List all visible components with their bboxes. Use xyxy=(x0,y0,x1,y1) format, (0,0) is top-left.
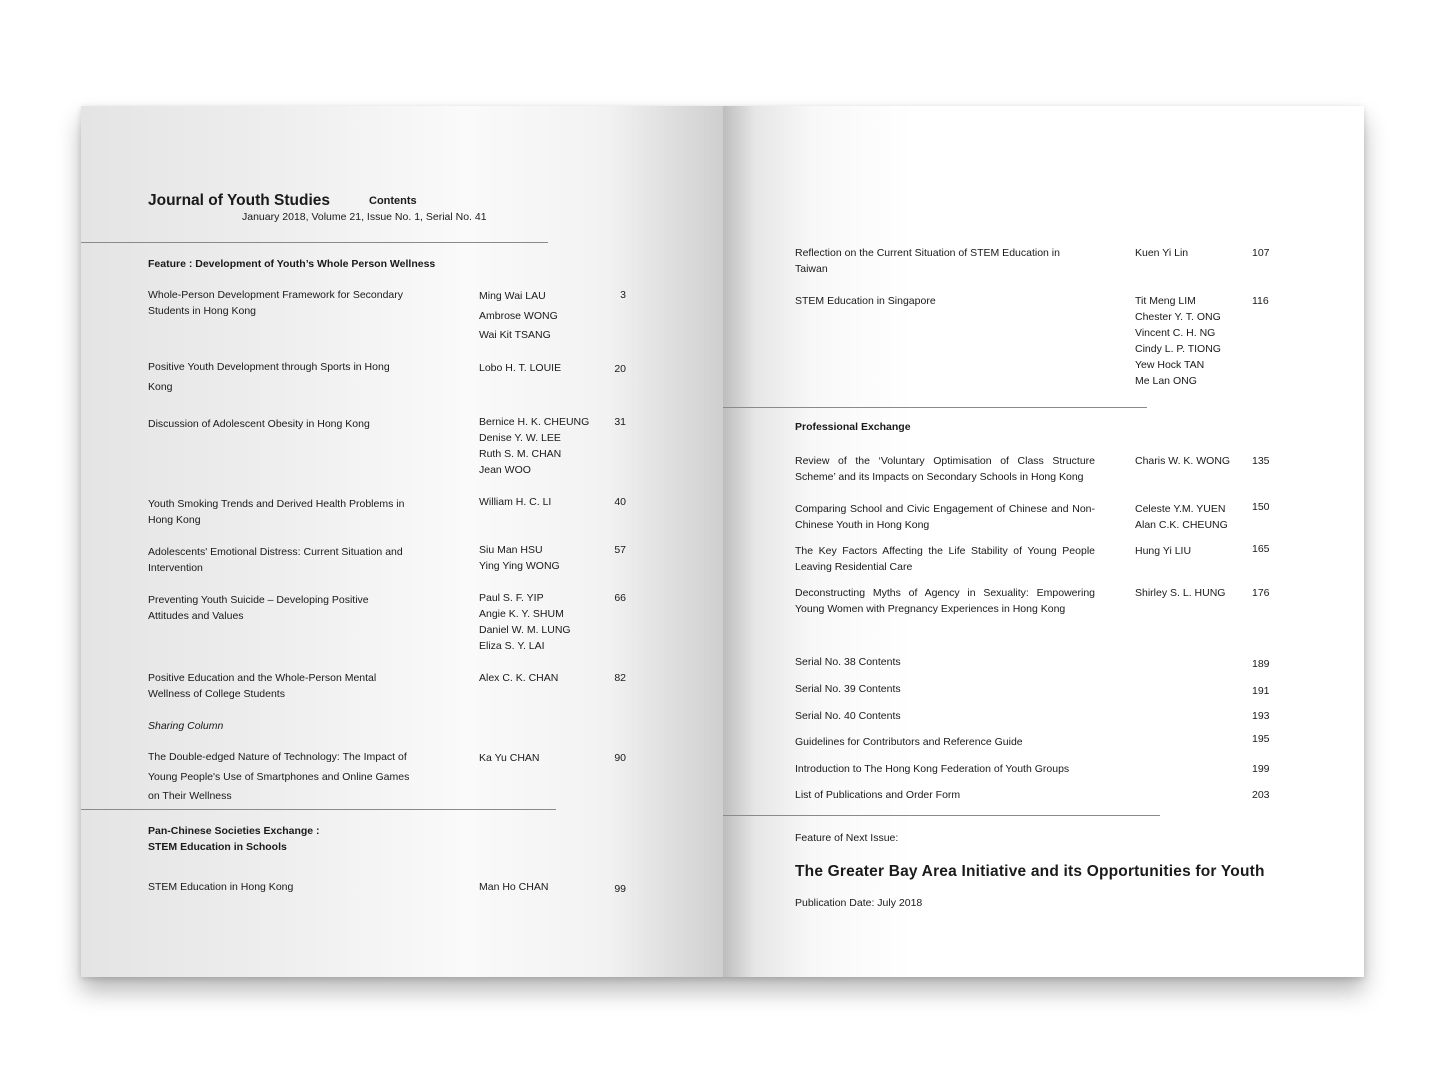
article-authors: Hung Yi LIU xyxy=(1135,545,1192,557)
article-title: The Key Factors Affecting the Life Stability of Young People Leaving Residential Care xyxy=(795,545,1095,573)
article-authors: Man Ho CHAN xyxy=(479,881,549,893)
article-page: 116 xyxy=(1252,295,1269,307)
article-authors: Bernice H. K. CHEUNG Denise Y. W. LEE Ruth S. M. CHAN Jean WOO xyxy=(479,416,590,476)
article-title: Comparing School and Civic Engagement of Chinese and Non-Chinese Youth in Hong Kong xyxy=(795,503,1095,531)
journal-title: Journal of Youth Studies xyxy=(148,192,330,209)
article-page: 3 xyxy=(620,289,626,301)
next-issue-title: The Greater Bay Area Initiative and its Opportunities for Youth xyxy=(795,863,1265,880)
section-feature: Feature : Development of Youth’s Whole Person Wellness xyxy=(148,258,436,270)
article-page: 31 xyxy=(614,416,626,428)
divider xyxy=(81,242,548,243)
article-title: Discussion of Adolescent Obesity in Hong Kong xyxy=(148,418,370,430)
article-authors: Kuen Yi Lin xyxy=(1135,247,1189,259)
misc-item-page: 191 xyxy=(1252,685,1270,697)
article-page: 82 xyxy=(614,672,626,684)
article-title: Reflection on the Current Situation of STEM Education in Taiwan xyxy=(795,247,1060,275)
misc-item-page: 193 xyxy=(1252,710,1270,722)
article-authors: Ming Wai LAU Ambrose WONG Wai Kit TSANG xyxy=(479,290,558,341)
divider xyxy=(81,809,556,810)
article-title: Positive Youth Development through Sports in Hong Kong xyxy=(148,361,390,393)
article-title: Positive Education and the Whole-Person Mental Wellness of College Students xyxy=(148,672,377,700)
article-page: 165 xyxy=(1252,543,1270,555)
section-professional: Professional Exchange xyxy=(795,421,911,433)
misc-item-label: List of Publications and Order Form xyxy=(795,789,961,801)
article-title: Deconstructing Myths of Agency in Sexuality: Empowering Young Women with Pregnancy Experiences in Hong Kong xyxy=(795,587,1095,615)
misc-item-page: 199 xyxy=(1252,763,1270,775)
article-title: Review of the ‘Voluntary Optimisation of Class Structure Scheme’ and its Impacts on Secondary Schools in Hong Kong xyxy=(795,455,1095,483)
section-pan-chinese-1: Pan-Chinese Societies Exchange : xyxy=(148,825,320,837)
section-sharing: Sharing Column xyxy=(148,720,224,732)
article-authors: Lobo H. T. LOUIE xyxy=(479,362,562,374)
left-page xyxy=(81,106,723,977)
article-authors: Celeste Y.M. YUEN Alan C.K. CHEUNG xyxy=(1135,503,1228,531)
contents-label: Contents xyxy=(369,195,417,207)
article-page: 57 xyxy=(614,544,626,556)
divider xyxy=(723,815,1160,816)
article-authors: Tit Meng LIM Chester Y. T. ONG Vincent C. H. NG Cindy L. P. TIONG Yew Hock TAN Me Lan ONG xyxy=(1135,295,1221,387)
article-page: 66 xyxy=(614,592,626,604)
misc-item-page: 195 xyxy=(1252,733,1270,745)
misc-item-label: Serial No. 40 Contents xyxy=(795,710,901,722)
article-authors: Siu Man HSU Ying Ying WONG xyxy=(479,544,560,572)
next-issue-label: Feature of Next Issue: xyxy=(795,832,899,844)
divider xyxy=(723,407,1147,408)
next-issue-date: Publication Date: July 2018 xyxy=(795,897,923,909)
article-page: 99 xyxy=(614,883,626,895)
article-page: 176 xyxy=(1252,587,1270,599)
issue-info: January 2018, Volume 21, Issue No. 1, Serial No. 41 xyxy=(242,211,487,223)
misc-item-label: Introduction to The Hong Kong Federation of Youth Groups xyxy=(795,763,1070,775)
article-authors: Paul S. F. YIP Angie K. Y. SHUM Daniel W. M. LUNG Eliza S. Y. LAI xyxy=(479,592,571,652)
article-title: STEM Education in Hong Kong xyxy=(148,881,294,893)
article-title: Preventing Youth Suicide – Developing Positive Attitudes and Values xyxy=(148,594,369,622)
misc-item-label: Serial No. 39 Contents xyxy=(795,683,901,695)
article-authors: Ka Yu CHAN xyxy=(479,752,540,764)
magazine-spread xyxy=(81,106,1364,977)
article-page: 135 xyxy=(1252,455,1270,467)
article-page: 150 xyxy=(1252,501,1270,513)
article-page: 107 xyxy=(1252,247,1270,259)
article-page: 40 xyxy=(614,496,626,508)
article-authors: William H. C. LI xyxy=(479,496,552,508)
article-page: 20 xyxy=(614,363,626,375)
article-page: 90 xyxy=(614,752,626,764)
article-title: STEM Education in Singapore xyxy=(795,295,936,307)
article-title: Youth Smoking Trends and Derived Health Problems in Hong Kong xyxy=(148,498,405,526)
article-title: The Double-edged Nature of Technology: The Impact of Young People's Use of Smartphones and Online Games on Their Wellness xyxy=(148,751,410,802)
article-authors: Shirley S. L. HUNG xyxy=(1135,587,1226,599)
misc-item-label: Guidelines for Contributors and Reference Guide xyxy=(795,736,1023,748)
article-authors: Alex C. K. CHAN xyxy=(479,672,559,684)
article-title: Whole-Person Development Framework for Secondary Students in Hong Kong xyxy=(148,289,404,317)
right-page xyxy=(723,106,1364,977)
misc-item-page: 189 xyxy=(1252,658,1270,670)
section-pan-chinese-2: STEM Education in Schools xyxy=(148,841,287,853)
article-authors: Charis W. K. WONG xyxy=(1135,455,1231,467)
article-title: Adolescents' Emotional Distress: Current Situation and Intervention xyxy=(148,546,403,574)
misc-item-page: 203 xyxy=(1252,789,1270,801)
misc-item-label: Serial No. 38 Contents xyxy=(795,656,901,668)
